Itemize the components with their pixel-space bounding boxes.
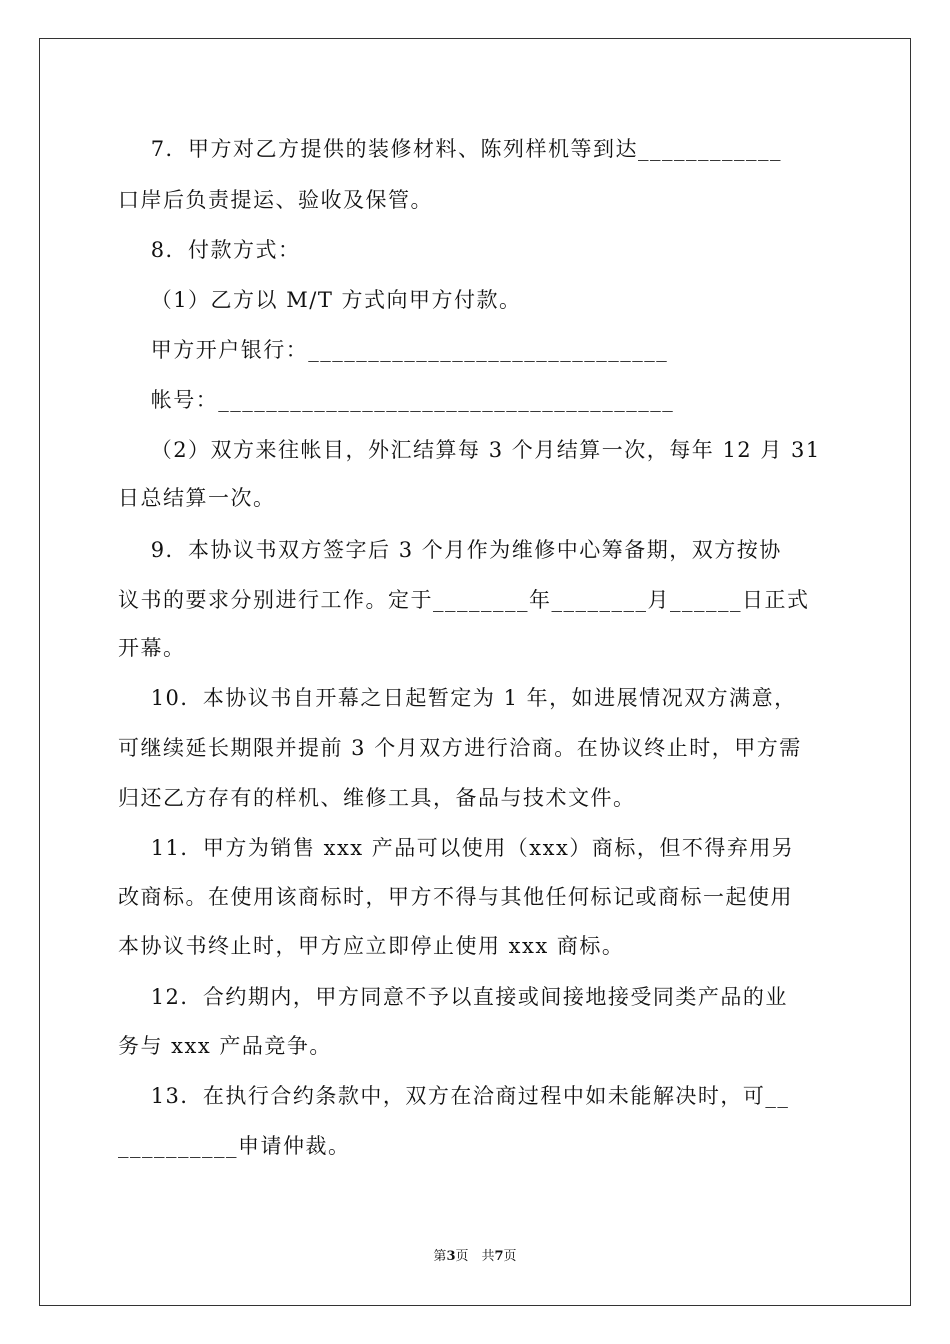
text-line: 本协议书终止时，甲方应立即停止使用 xxx 商标。 [118, 934, 625, 958]
text-line: 11．甲方为销售 xxx 产品可以使用（xxx）商标，但不得弃用另 [118, 836, 795, 860]
text-line: 10．本协议书自开幕之日起暂定为 1 年，如进展情况双方满意， [118, 686, 797, 710]
footer-prefix: 第 [433, 1249, 447, 1264]
text-line: 可继续延长期限并提前 3 个月双方进行洽商。在协议终止时，甲方需 [118, 736, 802, 760]
current-page-number: 3 [446, 1249, 456, 1264]
page-frame [39, 38, 911, 1306]
text-line: （1）乙方以 M/T 方式向甲方付款。 [118, 288, 522, 312]
page-footer [0, 1245, 950, 1264]
text-line: 改商标。在使用该商标时，甲方不得与其他任何标记或商标一起使用 [118, 885, 793, 909]
text-line: 7．甲方对乙方提供的装修材料、陈列样机等到达____________ [118, 137, 783, 161]
text-line: （2）双方来往帐目，外汇结算每 3 个月结算一次，每年 12 月 31 [118, 438, 821, 462]
text-line: 9．本协议书双方签字后 3 个月作为维修中心筹备期，双方按协 [118, 538, 782, 562]
text-line: 8．付款方式： [118, 238, 301, 262]
text-line: 13．在执行合约条款中，双方在洽商过程中如未能解决时，可__ [118, 1084, 790, 1108]
footer-mid: 页 共 [455, 1249, 495, 1264]
text-line: 12．合约期内，甲方同意不予以直接或间接地接受同类产品的业 [118, 985, 788, 1009]
text-line: 归还乙方存有的样机、维修工具，备品与技术文件。 [118, 786, 636, 810]
text-line: 日总结算一次。 [118, 486, 276, 510]
text-line: 甲方开户银行：______________________________ [118, 338, 669, 362]
text-line: 开幕。 [118, 636, 186, 660]
text-line: 帐号：______________________________________ [118, 388, 675, 412]
text-line: __________申请仲裁。 [118, 1134, 351, 1158]
footer-suffix: 页 [503, 1249, 517, 1264]
text-line: 议书的要求分别进行工作。定于________年________月______日正式 [118, 588, 810, 612]
total-page-number: 7 [494, 1249, 504, 1264]
text-line: 务与 xxx 产品竞争。 [118, 1034, 332, 1058]
text-line: 口岸后负责提运、验收及保管。 [118, 188, 433, 212]
